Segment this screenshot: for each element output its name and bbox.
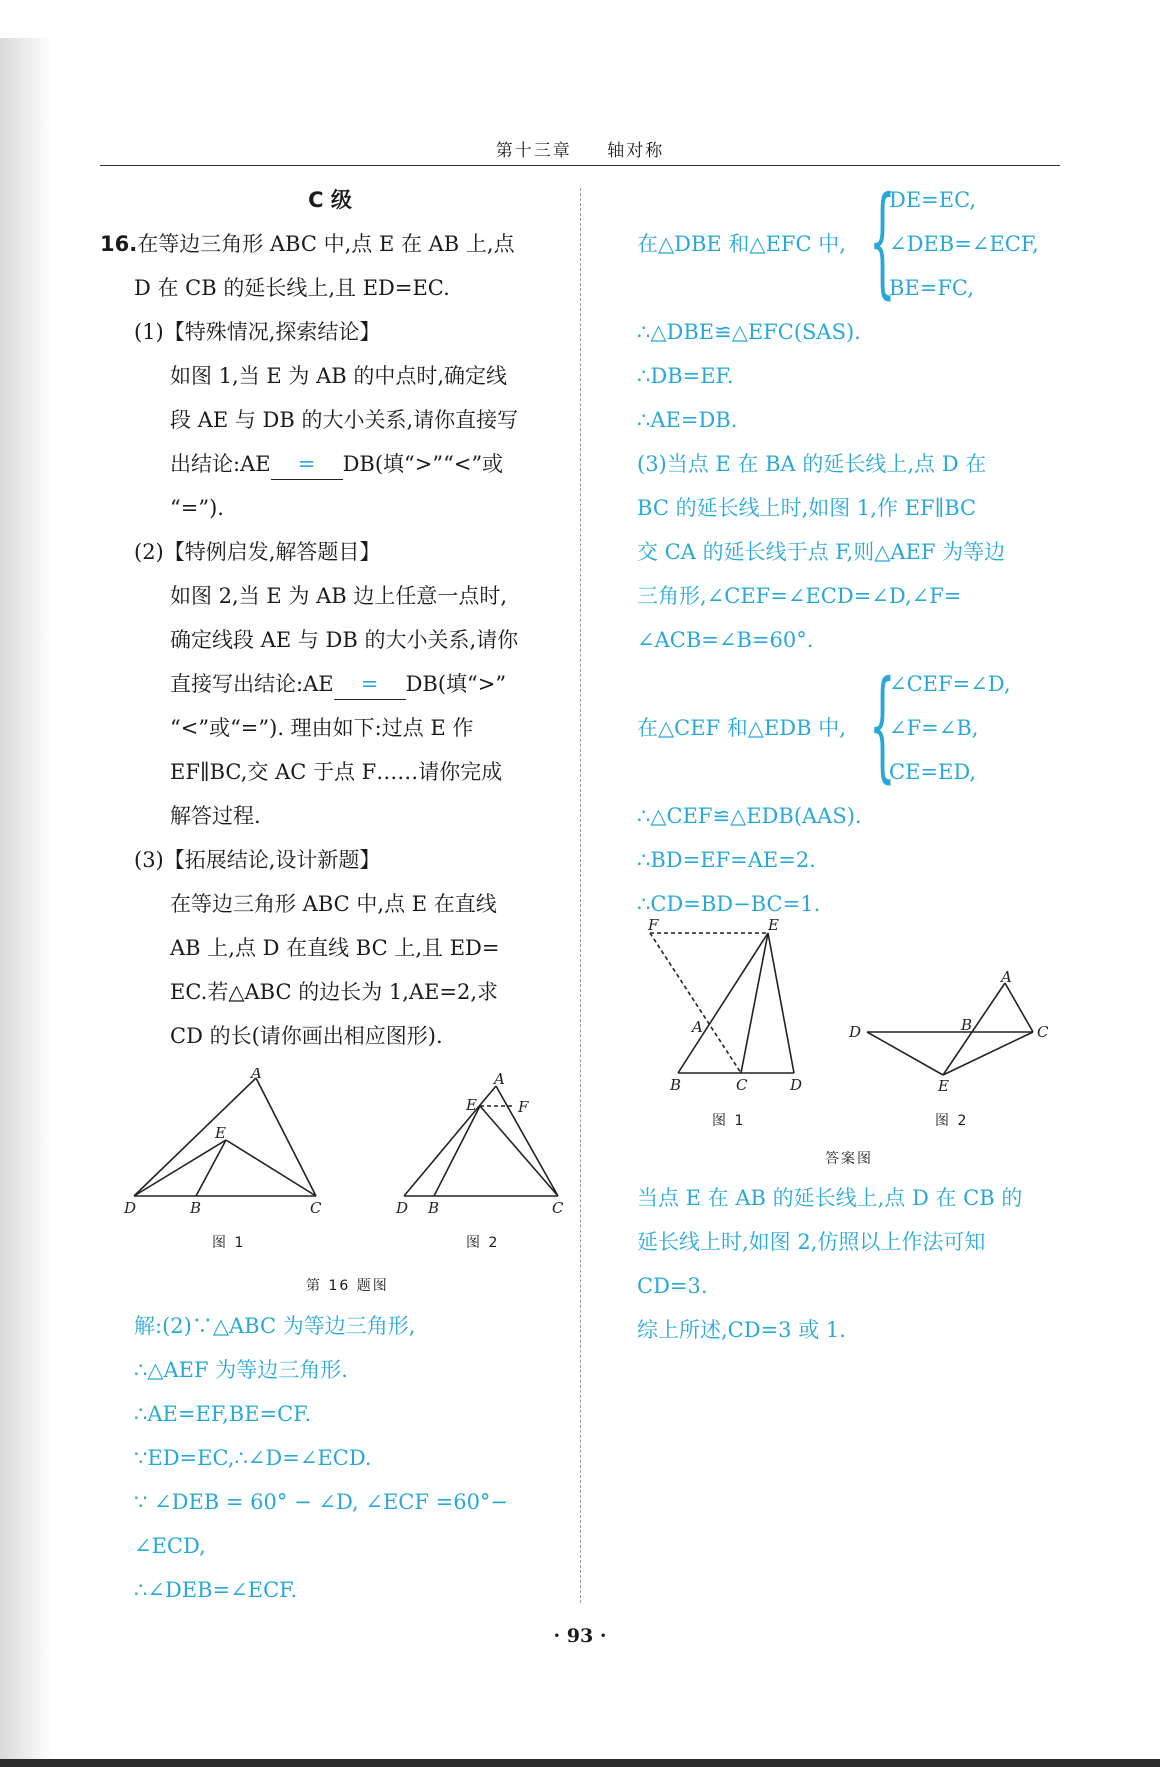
label-A: A	[1001, 968, 1012, 986]
solution-line: ∴BD=EF=AE=2.	[637, 848, 816, 872]
answer-figure-caption: 答案图	[825, 1151, 873, 1167]
system-condition: ∠F=∠B,	[889, 716, 979, 740]
label-A: A	[494, 1070, 505, 1088]
solution-line: 综上所述,CD=3 或 1.	[637, 1318, 846, 1342]
solution-line: ∵ED=EC,∴∠D=∠ECD.	[134, 1446, 372, 1470]
solution-line: ∴∠DEB=∠ECF.	[134, 1578, 298, 1602]
label-E: E	[938, 1077, 949, 1095]
solution-line: 延长线上时,如图 2,仿照以上作法可知	[637, 1230, 986, 1254]
solution-line: ∠ECD,	[134, 1534, 206, 1558]
solution-right	[637, 172, 1077, 926]
solution-line: ∴△CEF≌△EDB(AAS).	[637, 804, 862, 828]
answer-fig1-caption: 图 1	[712, 1113, 746, 1129]
problem-figure-2	[390, 1068, 580, 1218]
part2-line-4: “<”或“=”). 理由如下:过点 E 作	[170, 716, 474, 740]
problem-stem-line-1: 16.在等边三角形 ABC 中,点 E 在 AB 上,点	[100, 232, 515, 256]
answer-fig2-caption: 图 2	[935, 1113, 969, 1129]
label-A: A	[251, 1068, 262, 1082]
problem-figure-caption: 第 16 题图	[306, 1278, 389, 1294]
part2-line-6: 解答过程.	[170, 804, 261, 828]
solution-line: 三角形,∠CEF=∠ECD=∠D,∠F=	[637, 584, 962, 608]
part1-line-1: 如图 1,当 E 为 AB 的中点时,确定线	[170, 364, 508, 388]
label-F: F	[648, 918, 659, 934]
label-E: E	[466, 1096, 477, 1114]
system-condition: CE=ED,	[889, 760, 977, 784]
label-D: D	[124, 1199, 137, 1217]
label-B: B	[428, 1199, 440, 1217]
label-F: F	[518, 1098, 529, 1116]
problem-column	[100, 178, 560, 1058]
part3-line-4: CD 的长(请你画出相应图形).	[170, 1024, 443, 1048]
solution-line: 解:(2)∵△ABC 为等边三角形,	[134, 1314, 416, 1338]
solution-line: ∴AE=DB.	[637, 408, 738, 432]
brace: {	[869, 656, 896, 795]
page-header	[0, 136, 1160, 161]
solution-line: CD=3.	[637, 1274, 708, 1298]
part1-line-4: “=”).	[170, 496, 224, 520]
fig2-caption: 图 2	[466, 1235, 500, 1251]
part2-title: (2)【特例启发,解答题目】	[134, 540, 381, 564]
part2-line-1: 如图 2,当 E 为 AB 边上任意一点时,	[170, 584, 508, 608]
label-D: D	[396, 1199, 409, 1217]
part3-line-3: EC.若△ABC 的边长为 1,AE=2,求	[170, 980, 499, 1004]
problem-figure-1	[120, 1068, 330, 1218]
problem-number: 16.	[100, 232, 138, 256]
part1-answer-blank: =	[271, 449, 343, 480]
solution-line: ∴△DBE≌△EFC(SAS).	[637, 320, 861, 344]
page-number: · 93 ·	[553, 1625, 607, 1647]
solution-line: 当点 E 在 AB 的延长线上,点 D 在 CB 的	[637, 1186, 1023, 1210]
solution-line: ∴DB=EF.	[637, 364, 734, 388]
header-rule	[100, 165, 1060, 166]
congruence-system-2	[637, 656, 1077, 795]
label-D: D	[790, 1076, 803, 1093]
label-C: C	[310, 1199, 322, 1217]
solution-line: 交 CA 的延长线于点 F,则△AEF 为等边	[637, 540, 1006, 564]
column-divider	[580, 188, 581, 1603]
answer-figure-1	[640, 918, 810, 1093]
brace: {	[869, 172, 896, 311]
congruence-system-1	[637, 172, 1077, 311]
answer-figure-2	[845, 965, 1060, 1095]
label-D: D	[849, 1023, 862, 1041]
fig1-caption: 图 1	[212, 1235, 246, 1251]
part1-line-2: 段 AE 与 DB 的大小关系,请你直接写	[170, 408, 519, 432]
label-C: C	[552, 1199, 564, 1217]
bottom-bar	[0, 1759, 1160, 1767]
label-B: B	[670, 1076, 682, 1093]
system-condition: ∠CEF=∠D,	[889, 672, 1011, 696]
label-B: B	[961, 1016, 973, 1034]
solution-line: ∵ ∠DEB = 60° − ∠D, ∠ECF =60°−	[134, 1490, 509, 1514]
label-C: C	[1037, 1023, 1049, 1041]
chapter-number: 第十三章	[495, 141, 572, 161]
solution-line: ∴CD=BD−BC=1.	[637, 892, 821, 916]
solution-line: ∠ACB=∠B=60°.	[637, 628, 814, 652]
solution-final	[637, 1176, 1077, 1352]
system-condition: ∠DEB=∠ECF,	[889, 232, 1039, 256]
solution-left	[134, 1304, 574, 1612]
solution-line: ∴△AEF 为等边三角形.	[134, 1358, 348, 1382]
part2-line-2: 确定线段 AE 与 DB 的大小关系,请你	[170, 628, 519, 652]
solution-line: ∴AE=EF,BE=CF.	[134, 1402, 312, 1426]
page-edge-shadow	[0, 38, 52, 1767]
label-E: E	[768, 918, 779, 934]
part3-title: (3)【拓展结论,设计新题】	[134, 848, 381, 872]
system-lead: 在△CEF 和△EDB 中,	[637, 716, 846, 740]
level-heading: C 级	[308, 188, 352, 212]
part3-line-2: AB 上,点 D 在直线 BC 上,且 ED=	[170, 936, 500, 960]
part2-answer-blank: =	[334, 669, 406, 700]
system-condition: DE=EC,	[889, 188, 977, 212]
solution-line: BC 的延长线上时,如图 1,作 EF∥BC	[637, 496, 977, 520]
label-A: A	[692, 1018, 703, 1036]
part3-line-1: 在等边三角形 ABC 中,点 E 在直线	[170, 892, 497, 916]
part2-line-3: 直接写出结论:AE = DB(填“>”	[100, 662, 560, 706]
label-B: B	[190, 1199, 202, 1217]
solution-line: (3)当点 E 在 BA 的延长线上,点 D 在	[637, 452, 987, 476]
chapter-topic: 轴对称	[607, 141, 665, 161]
system-lead: 在△DBE 和△EFC 中,	[637, 232, 846, 256]
label-C: C	[736, 1076, 748, 1093]
part2-line-5: EF∥BC,交 AC 于点 F……请你完成	[170, 760, 503, 784]
label-E: E	[215, 1124, 226, 1142]
problem-stem-line-2: D 在 CB 的延长线上,且 ED=EC.	[134, 276, 450, 300]
system-condition: BE=FC,	[889, 276, 974, 300]
part1-title: (1)【特殊情况,探索结论】	[134, 320, 381, 344]
part1-line-3: 出结论:AE = DB(填“>”“<”或	[100, 442, 560, 486]
